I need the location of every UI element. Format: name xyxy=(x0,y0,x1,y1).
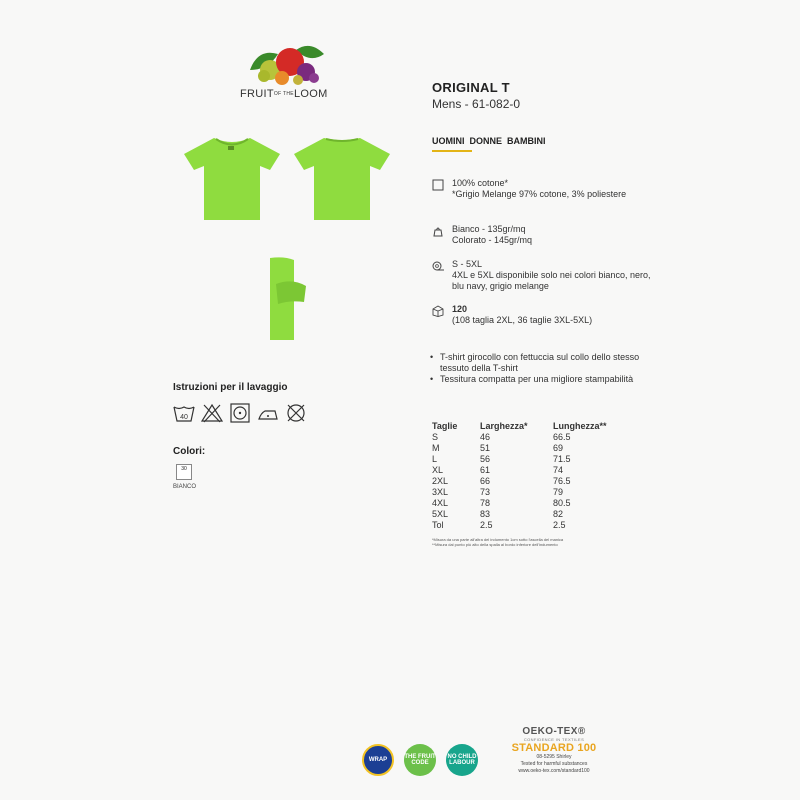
measuring-tape-icon xyxy=(432,260,444,272)
tab-donne[interactable]: DONNE xyxy=(469,136,503,146)
cell-length: 82 xyxy=(553,509,564,519)
table-row xyxy=(432,454,623,465)
cell-size: Tol xyxy=(432,520,444,530)
brand-wordmark: FRUITOF THELOOM xyxy=(240,88,328,100)
table-row xyxy=(432,509,623,520)
weight-icon xyxy=(432,225,444,237)
header-lunghezza: Lunghezza** xyxy=(553,421,607,431)
table-row xyxy=(432,498,623,509)
cell-size: M xyxy=(432,443,440,453)
table-row xyxy=(432,432,623,443)
cell-size: 3XL xyxy=(432,487,449,497)
header-larghezza: Larghezza* xyxy=(480,421,528,431)
tshirt-front-image xyxy=(180,136,284,222)
gender-tabs xyxy=(432,136,546,146)
cell-length: 74 xyxy=(553,465,564,475)
spec-pack xyxy=(432,304,652,326)
cell-size: S xyxy=(432,432,439,442)
header-taglie: Taglie xyxy=(432,421,458,431)
table-row xyxy=(432,520,623,531)
wash-icons xyxy=(173,403,307,423)
tab-uomini[interactable]: UOMINI xyxy=(432,136,465,146)
oeko-confidence: CONFIDENCE IN TEXTILES xyxy=(523,737,585,742)
cell-size: XL xyxy=(432,465,444,475)
cell-length: 69 xyxy=(553,443,564,453)
spec-weight-line1: Bianco - 135gr/mq xyxy=(452,224,526,234)
note-length: **Misura dal punto più alto della spalla al bordo inferiore dell'indumento xyxy=(432,542,558,547)
spec-sizes-line1: S - 5XL xyxy=(452,259,483,269)
cell-width: 51 xyxy=(480,443,491,453)
cell-width: 46 xyxy=(480,432,491,442)
table-row xyxy=(432,476,623,487)
colors-title: Colori: xyxy=(173,446,206,457)
product-subtitle: Mens - 61-082-0 xyxy=(432,97,521,111)
wrap-badge: WRAP xyxy=(362,744,394,776)
note-width: *Misura da una parte all'altra del indumento 1cm sotto l'ascella del manica xyxy=(432,537,564,542)
oeko-url[interactable]: www.oeko-tex.com/standard100 xyxy=(518,768,590,774)
active-tab-underline xyxy=(432,150,472,152)
box-icon xyxy=(432,305,444,317)
cell-width: 61 xyxy=(480,465,491,475)
color-swatch-bianco[interactable] xyxy=(176,464,192,480)
feature-item: • T-shirt girocollo con fettuccia sul collo dello stesso tessuto della T-shirt xyxy=(430,352,660,374)
cell-width: 56 xyxy=(480,454,491,464)
spec-weight xyxy=(432,224,652,246)
cell-length: 2.5 xyxy=(553,520,566,530)
spec-sizes xyxy=(432,259,652,292)
cell-length: 66.5 xyxy=(553,432,571,442)
cell-size: 5XL xyxy=(432,509,449,519)
oeko-code: 08-5295 Shirley xyxy=(536,754,572,760)
oeko-tested: Tested for harmful substances xyxy=(520,761,588,767)
tumble-dry-icon xyxy=(229,403,251,423)
cell-length: 80.5 xyxy=(553,498,571,508)
cell-size: L xyxy=(432,454,438,464)
brand-logo xyxy=(240,40,340,108)
no-child-labour-badge: NO CHILD LABOUR xyxy=(446,744,478,776)
no-bleach-icon xyxy=(201,403,223,423)
cell-width: 2.5 xyxy=(480,520,493,530)
spec-sizes-line2: 4XL e 5XL disponibile solo nei colori bianco, nero, blu navy, grigio melange xyxy=(452,270,651,291)
oeko-standard: STANDARD 100 xyxy=(511,742,597,754)
fruit-code-badge: THE FRUIT CODE xyxy=(404,744,436,776)
table-row xyxy=(432,443,623,454)
cell-length: 79 xyxy=(553,487,564,497)
fabric-icon xyxy=(432,179,444,191)
fruit-cluster-icon xyxy=(248,40,328,86)
oeko-tex-label xyxy=(494,726,614,775)
certification-badges xyxy=(362,744,478,776)
cell-length: 76.5 xyxy=(553,476,571,486)
feature-list xyxy=(430,352,660,385)
wash-40-icon xyxy=(173,403,195,423)
oeko-title: OEKO-TEX® xyxy=(522,726,586,737)
product-title: ORIGINAL T xyxy=(432,80,510,95)
size-table-notes xyxy=(432,537,632,547)
spec-material xyxy=(432,178,652,200)
cell-width: 83 xyxy=(480,509,491,519)
cell-size: 2XL xyxy=(432,476,449,486)
cell-width: 78 xyxy=(480,498,491,508)
cell-width: 66 xyxy=(480,476,491,486)
size-table-header xyxy=(432,420,623,432)
color-code: 30 xyxy=(181,466,187,472)
cell-length: 71.5 xyxy=(553,454,571,464)
table-row xyxy=(432,487,623,498)
table-row xyxy=(432,465,623,476)
cell-size: 4XL xyxy=(432,498,449,508)
wash-instructions-title: Istruzioni per il lavaggio xyxy=(173,382,288,393)
tab-bambini[interactable]: BAMBINI xyxy=(507,136,546,146)
tshirt-back-image xyxy=(290,136,394,222)
spec-pack-line1: 120 xyxy=(452,304,468,314)
tshirt-side-image xyxy=(264,256,308,342)
spec-weight-line2: Colorato - 145gr/mq xyxy=(452,235,533,245)
iron-icon xyxy=(257,403,279,423)
size-table xyxy=(432,420,623,531)
color-name: BIANCO xyxy=(173,484,197,490)
spec-pack-line2: (108 taglia 2XL, 36 taglie 3XL-5XL) xyxy=(452,315,593,325)
feature-item: • Tessitura compatta per una migliore stampabilità xyxy=(430,374,660,385)
spec-material-line1: 100% cotone* xyxy=(452,178,509,188)
svg-text:40: 40 xyxy=(180,414,188,421)
no-dry-clean-icon xyxy=(285,403,307,423)
spec-material-line2: *Grigio Melange 97% cotone, 3% poliestere xyxy=(452,189,627,199)
cell-width: 73 xyxy=(480,487,491,497)
